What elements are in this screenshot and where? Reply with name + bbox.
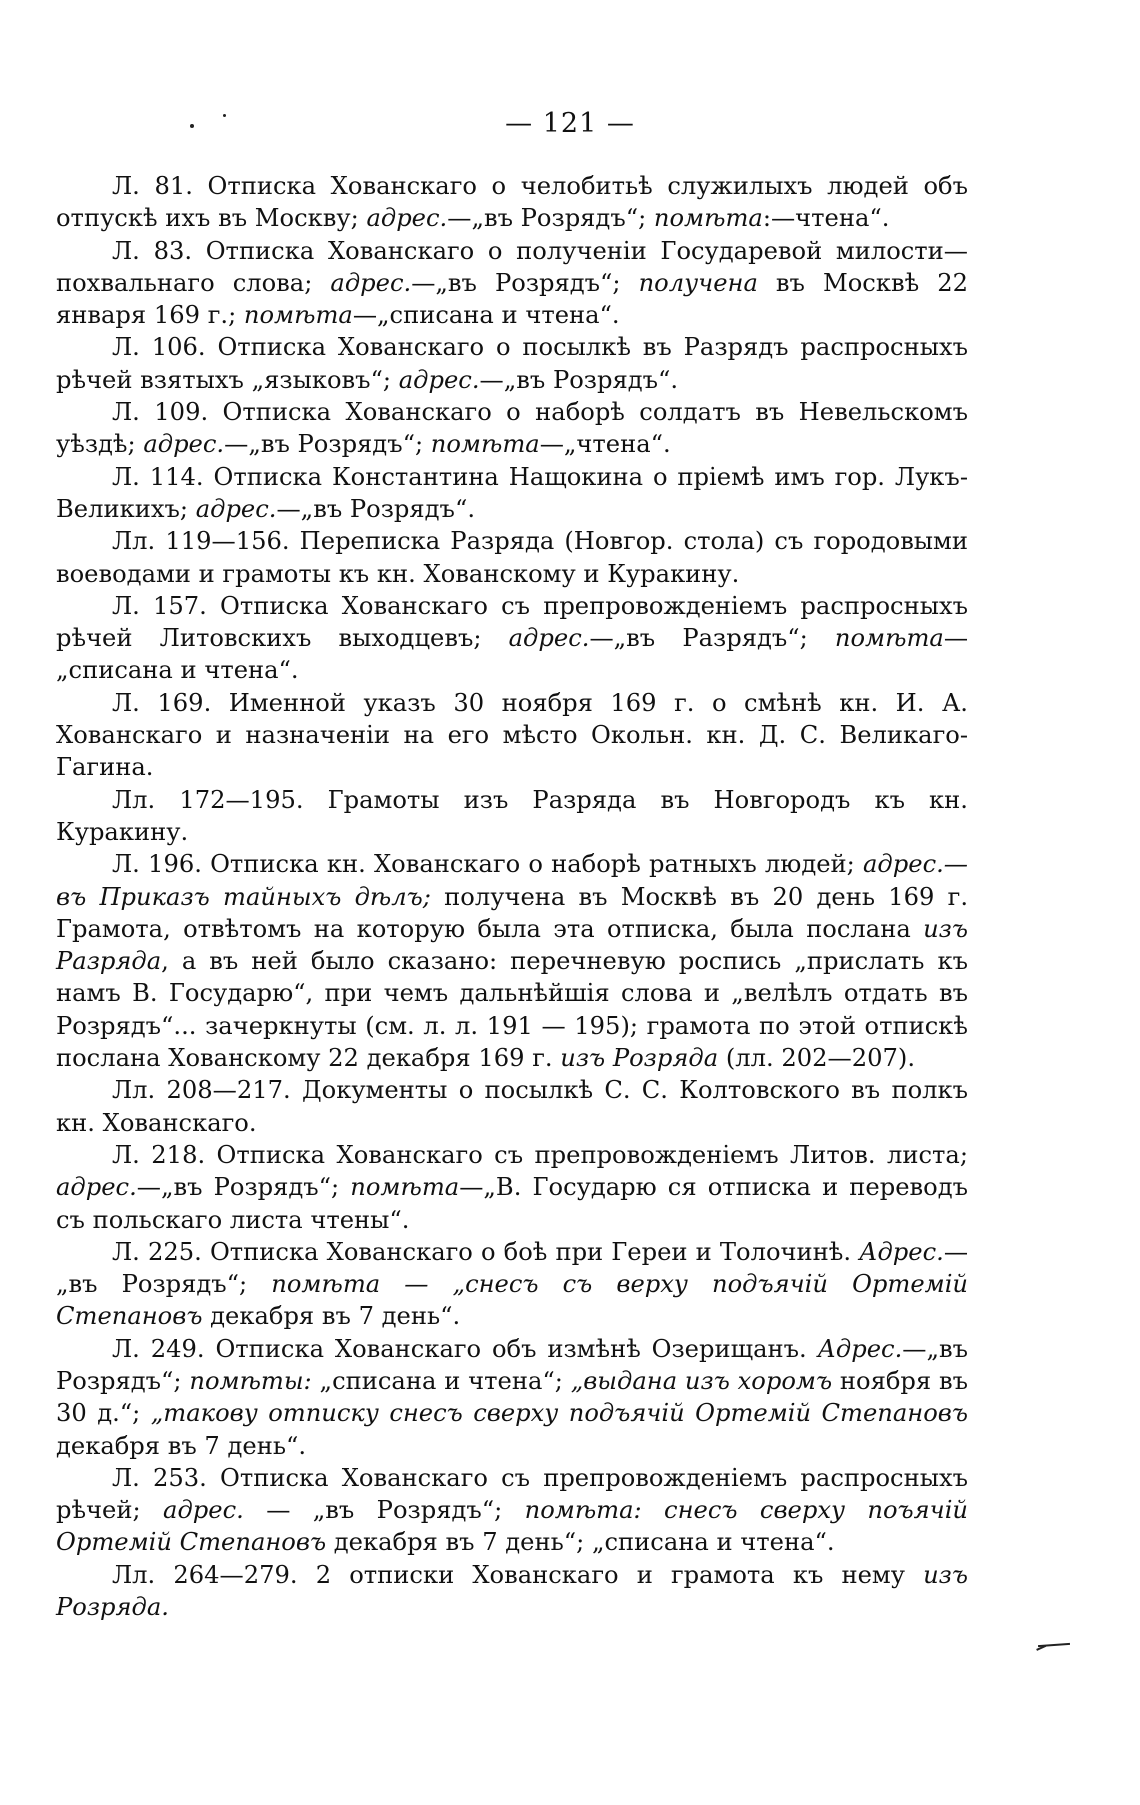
italic-run: Адрес. bbox=[859, 1237, 944, 1266]
text-run: — „въ Розрядъ“; bbox=[243, 1496, 525, 1525]
text-run: (лл. 202—207). bbox=[718, 1044, 916, 1073]
text-run: —„въ Разрядъ“; bbox=[589, 624, 835, 653]
text-run: —„списана и чтена“. bbox=[56, 624, 968, 685]
text-run: Л. 157. Отписка Хованскаго съ препровожденіемъ распросныхъ рѣчей Литовскихъ выходцевъ; bbox=[56, 591, 968, 653]
text-run: —„въ Розрядъ“. bbox=[276, 494, 476, 523]
text-run: , а въ ней было сказано: перечневую роспись „прислать къ намъ В. Государю“, при чемъ дальнѣйшія слова и „велѣлъ отдать въ Розрядъ“... зачеркнуты (см. л. л. 191 — 195); грамота по этой отпискѣ послана Хованскому 22 декабря 169 г. bbox=[56, 947, 968, 1073]
text-run: — „въ Розрядъ“; bbox=[56, 1237, 968, 1299]
italic-run: адрес. bbox=[330, 268, 412, 297]
italic-run: Адрес. bbox=[817, 1334, 903, 1363]
text-run: —„В. Государю ся отписка и переводъ съ польскаго листа чтены“. bbox=[56, 1173, 968, 1234]
entry-l196 bbox=[56, 848, 968, 1074]
italic-run: помѣта bbox=[243, 301, 353, 330]
italic-run: помѣта bbox=[653, 204, 763, 233]
text-run: Л. 218. Отписка Хованскаго съ препровожденіемъ Литов. листа; bbox=[112, 1140, 968, 1169]
entry-ll264-279 bbox=[56, 1559, 968, 1624]
text-run: —„въ Розрядъ“; bbox=[411, 268, 639, 297]
text-run: Л. 114. Отписка Константина Нащокина о пріемѣ имъ гор. Лукъ-Великихъ; bbox=[56, 462, 968, 523]
text-run: декабря въ 7 день“. bbox=[202, 1302, 461, 1331]
text-run: —„въ Розрядъ“; bbox=[447, 204, 654, 233]
italic-run: адрес. bbox=[398, 365, 480, 394]
italic-run: помѣта: снесъ сверху поъячій Ортемій Степановъ bbox=[56, 1496, 969, 1557]
entry-ll208-217 bbox=[56, 1074, 968, 1139]
italic-run: изъ Розряда. bbox=[56, 1560, 968, 1622]
text-run: —„въ Розрядъ“; bbox=[56, 1334, 968, 1395]
entry-l109 bbox=[56, 396, 968, 461]
text-run: —„въ Розрядъ“. bbox=[479, 365, 679, 394]
italic-run: адрес. bbox=[508, 624, 590, 653]
italic-run: помѣты: bbox=[189, 1366, 312, 1395]
page-number: — 121 — bbox=[505, 108, 635, 139]
entry-l253 bbox=[56, 1462, 968, 1559]
text-run: Л. 225. Отписка Хованскаго о боѣ при Гереи и Толочинѣ. bbox=[112, 1237, 860, 1266]
text-run: декабря въ 7 день“. bbox=[56, 1431, 307, 1460]
text-run: въ Москвѣ 22 января 169 г.; bbox=[56, 268, 968, 330]
text-run: декабря въ 7 день“; „списана и чтена“. bbox=[326, 1528, 835, 1557]
italic-run: изъ Розряда bbox=[560, 1044, 719, 1073]
italic-run: адрес.— въ Приказъ тайныхъ дѣлъ; bbox=[56, 850, 968, 911]
italic-run: адрес. bbox=[56, 1173, 137, 1202]
text-run: Л. 169. Именной указъ 30 ноября 169 г. о смѣнѣ кн. И. А. Хованскаго и назначеніи на его мѣсто Окольн. кн. Д. С. Великаго-Гагина. bbox=[56, 688, 968, 782]
text-run: Л. 106. Отписка Хованскаго о посылкѣ въ Разрядъ распросныхъ рѣчей взятыхъ „языковъ“; bbox=[56, 333, 968, 394]
text-run: Л. 109. Отписка Хованскаго о наборѣ солдатъ въ Невельскомъ уѣздѣ; bbox=[56, 398, 968, 459]
italic-run: „выдана изъ хоромъ bbox=[570, 1366, 833, 1395]
text-run: Л. 253. Отписка Хованскаго съ препровожденіемъ распросныхъ рѣчей; bbox=[56, 1463, 968, 1525]
text-run: Лл. 119—156. Переписка Разряда (Новгор. стола) съ городовыми воеводами и грамоты къ кн. Хованскому и Куракину. bbox=[56, 527, 968, 588]
italic-run: помѣта bbox=[430, 430, 540, 459]
entry-l81 bbox=[56, 170, 968, 235]
text-run: Л. 83. Отписка Хованскаго о полученіи Государевой милости—похвальнаго слова; bbox=[56, 236, 968, 297]
text-run: ноября въ 30 д.“; bbox=[56, 1366, 968, 1428]
italic-run: адрес. bbox=[143, 430, 225, 459]
entry-l83 bbox=[56, 235, 968, 332]
document-body bbox=[56, 170, 968, 1623]
text-run: —„въ Розрядъ“; bbox=[224, 430, 431, 459]
text-run: Лл. 264—279. 2 отписки Хованскаго и грамота къ нему bbox=[112, 1560, 924, 1589]
italic-run: изъ Разряда bbox=[56, 914, 968, 976]
text-run: получена въ Москвѣ въ 20 день 169 г. Грамота, отвѣтомъ на которую была эта отписка, была послана bbox=[56, 882, 969, 943]
text-run: —„чтена“. bbox=[539, 430, 671, 459]
text-run: Л. 81. Отписка Хованскаго о челобитьѣ служилыхъ людей объ отпускѣ ихъ въ Москву; bbox=[56, 172, 968, 233]
entry-ll119-156 bbox=[56, 525, 968, 590]
text-run: :—чтена“. bbox=[762, 204, 890, 233]
text-run: Лл. 208—217. Документы о посылкѣ С. С. Колтовского въ полкъ кн. Хованскаго. bbox=[56, 1076, 968, 1137]
italic-run: адрес. bbox=[366, 204, 448, 233]
print-speck bbox=[190, 124, 194, 128]
entry-l218 bbox=[56, 1139, 968, 1236]
entry-l169 bbox=[56, 687, 968, 784]
italic-run: помѣта bbox=[834, 624, 944, 653]
text-run: —„списана и чтена“. bbox=[352, 301, 620, 330]
entry-l225 bbox=[56, 1236, 968, 1333]
entry-l114 bbox=[56, 461, 968, 526]
margin-mark bbox=[1038, 1643, 1070, 1647]
entry-l106 bbox=[56, 331, 968, 396]
italic-run: адрес. bbox=[195, 494, 277, 523]
italic-run: помѣта — „снесъ съ верху подъячій Ортемій Степановъ bbox=[56, 1270, 969, 1331]
italic-run: „такову отписку снесъ сверху подъячій Ортемій Степановъ bbox=[150, 1399, 968, 1428]
text-run: —„въ Розрядъ“; bbox=[136, 1173, 351, 1202]
entry-l157 bbox=[56, 590, 968, 687]
italic-run: адрес. bbox=[163, 1496, 244, 1525]
italic-run: помѣта bbox=[350, 1173, 460, 1202]
print-speck bbox=[223, 114, 226, 117]
entry-l249 bbox=[56, 1333, 968, 1462]
italic-run: получена bbox=[638, 268, 758, 297]
text-run: Лл. 172—195. Грамоты изъ Разряда въ Новгородъ къ кн. Куракину. bbox=[56, 785, 968, 846]
text-run: „списана и чтена“; bbox=[311, 1366, 571, 1395]
text-run: Л. 196. Отписка кн. Хованскаго о наборѣ ратныхъ людей; bbox=[112, 850, 864, 879]
text-run: Л. 249. Отписка Хованскаго объ измѣнѣ Озерищанъ. bbox=[112, 1334, 818, 1363]
entry-ll172-195 bbox=[56, 784, 968, 849]
